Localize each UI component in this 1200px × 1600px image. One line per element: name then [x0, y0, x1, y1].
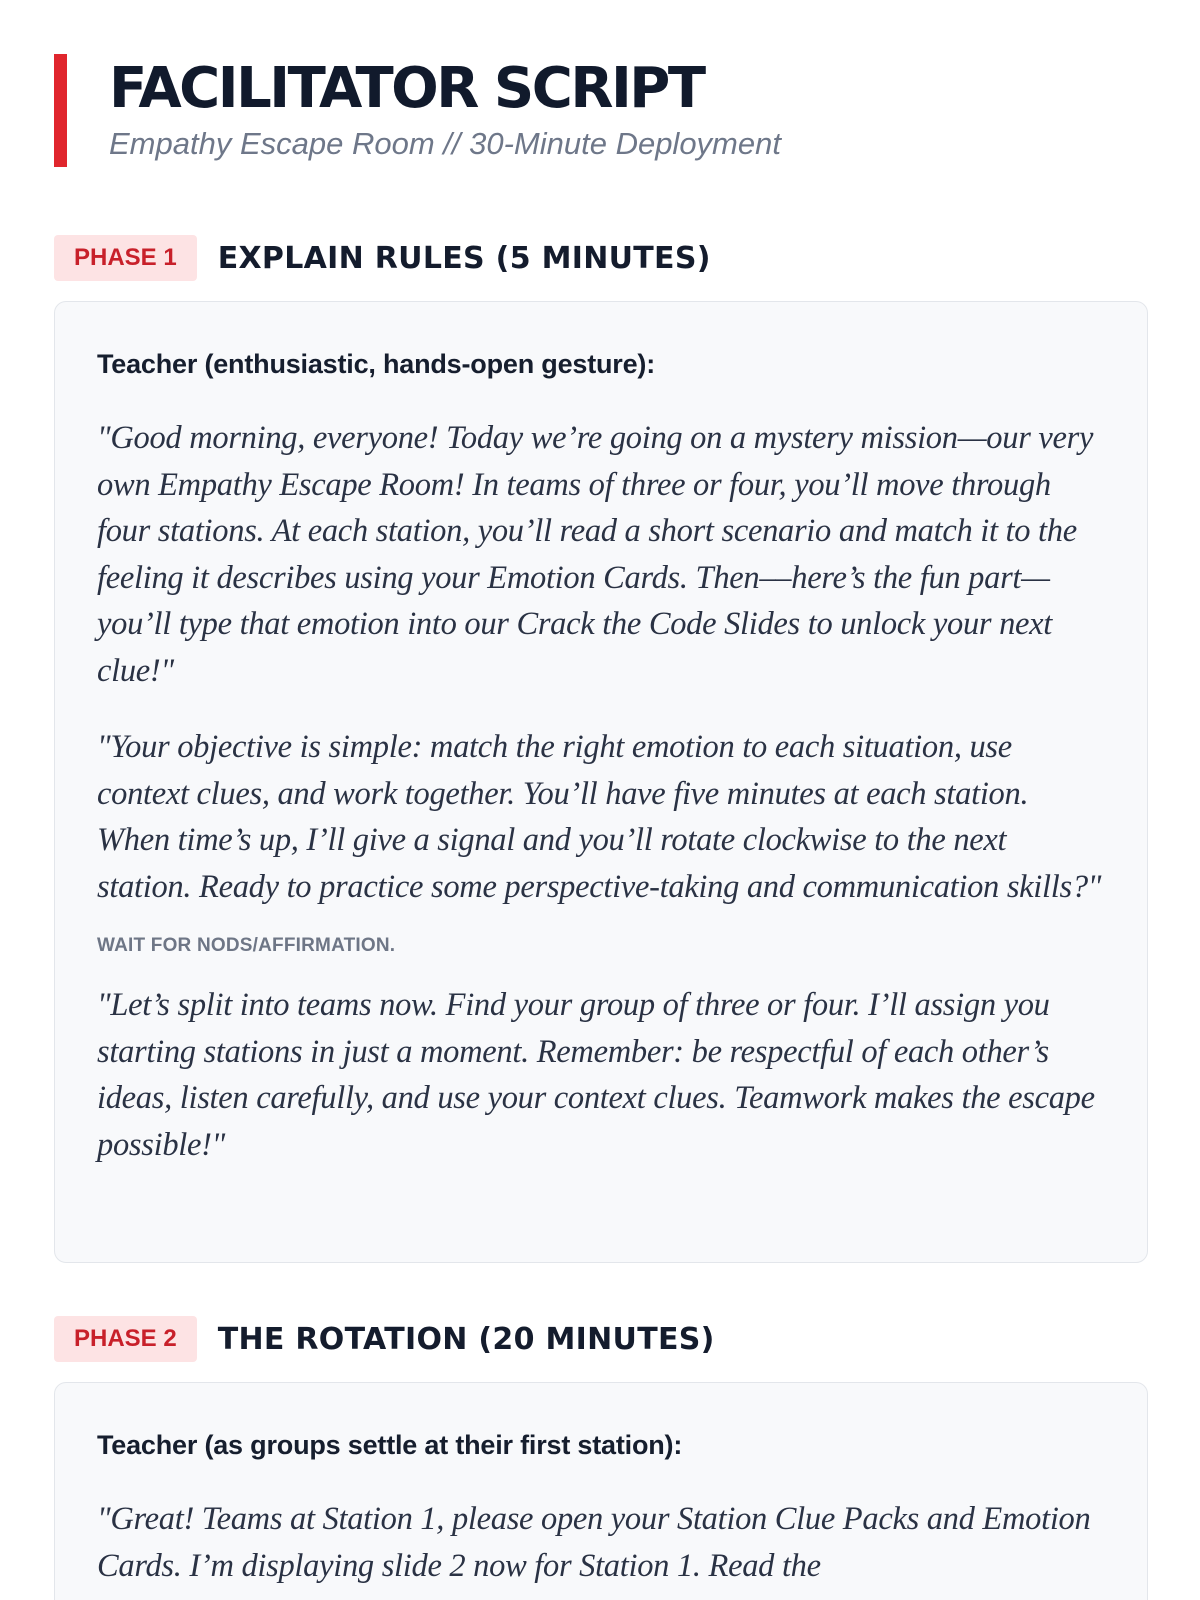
- phase-title: EXPLAIN RULES (5 MINUTES): [217, 240, 711, 276]
- phase-2-card: [54, 1382, 1148, 1600]
- script-quote: "Let’s split into teams now. Find your group of three or four. I’ll assign you starting stations in just a moment. Remember: be respectful of each other’s ideas, listen carefully, and use your context clues. Teamwork makes the escape possible!": [97, 987, 1095, 1163]
- phase-badge: PHASE 2: [54, 1316, 197, 1362]
- script-quote: "Your objective is simple: match the right emotion to each situation, use context clues, and work together. You’ll have five minutes at each station. When time’s up, I’ll give a signal and you’ll rotate clockwise to the next station. Ready to practice some perspective-taking and communication skills?": [97, 729, 1102, 905]
- phase-1-card: [54, 301, 1148, 1263]
- script-header: [54, 54, 781, 167]
- page-title: FACILITATOR SCRIPT: [109, 56, 704, 121]
- phase-badge: PHASE 1: [54, 235, 197, 281]
- script-quote: "Good morning, everyone! Today we’re going on a mystery mission—our very own Empathy Escape Room! In teams of three or four, you’ll move through four stations. At each station, you’ll read a short scenario and match it to the feeling it describes using your Emotion Cards. Then––here’s the fun part—you’ll type that emotion into our Crack the Code Slides to unlock your next clue!": [97, 420, 1094, 689]
- phase-title: THE ROTATION (20 MINUTES): [217, 1321, 715, 1357]
- phase-2-heading: [54, 1316, 715, 1362]
- speaker-cue: Teacher (enthusiastic, hands-open gesture):: [97, 349, 656, 379]
- page-subtitle: Empathy Escape Room // 30-Minute Deployment: [109, 126, 781, 161]
- speaker-cue: Teacher (as groups settle at their first station):: [97, 1430, 683, 1460]
- script-quote: "Great! Teams at Station 1, please open your Station Clue Packs and Emotion Cards. I’m displaying slide 2 now for Station 1. Read the: [97, 1501, 1091, 1584]
- stage-direction: WAIT FOR NODS/AFFIRMATION.: [97, 935, 396, 956]
- phase-1-heading: [54, 235, 711, 281]
